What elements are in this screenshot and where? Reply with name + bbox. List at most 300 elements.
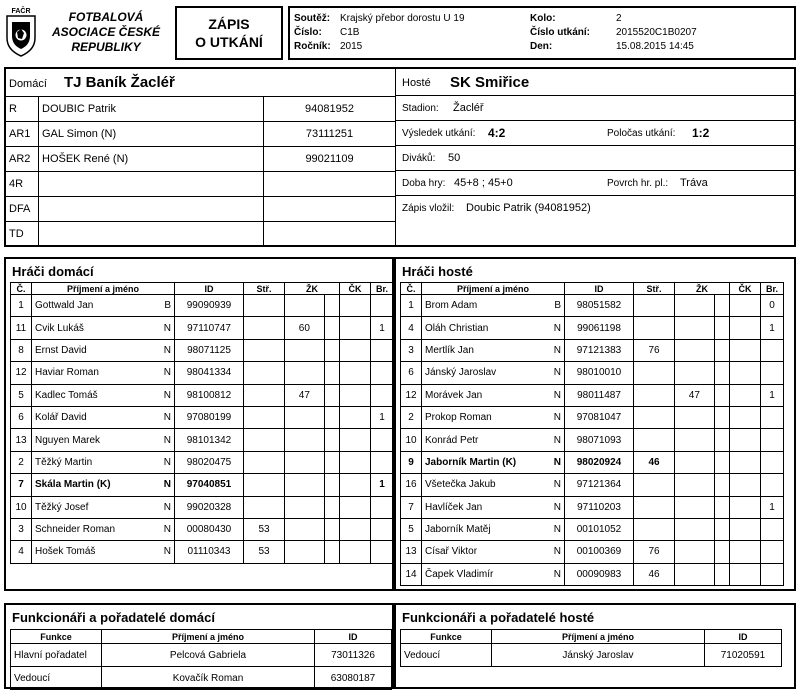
players-header-row <box>11 283 394 295</box>
player-status: N <box>553 434 561 446</box>
number-value: C1B <box>340 27 360 38</box>
player-id: 98071093 <box>565 429 634 451</box>
player-name: Kolář David <box>35 412 87 424</box>
official-name <box>39 221 264 246</box>
player-status: N <box>163 344 171 356</box>
player-substitution <box>244 317 285 339</box>
player-goals <box>371 541 394 563</box>
col-function: Funkce <box>401 630 492 644</box>
player-red-card <box>340 362 371 384</box>
player-yellow-card-2 <box>714 474 729 496</box>
match-no-label: Číslo utkání: <box>530 27 591 38</box>
player-yellow-card-2 <box>714 362 729 384</box>
player-yellow-card <box>285 429 325 451</box>
player-substitution <box>634 474 675 496</box>
player-red-card <box>340 496 371 518</box>
player-name: Konrád Petr <box>425 434 479 446</box>
player-status: B <box>554 300 561 312</box>
player-row <box>11 496 394 518</box>
player-name-cell <box>32 429 175 451</box>
player-yellow-card-2 <box>324 339 339 361</box>
official-name: GAL Simon (N) <box>39 121 264 146</box>
player-substitution <box>634 362 675 384</box>
functionary-name: Pelcová Gabriela <box>102 644 315 667</box>
col-red: ČK <box>340 283 371 295</box>
player-status: N <box>163 524 171 536</box>
col-name: Příjmení a jméno <box>422 283 565 295</box>
home-players-table <box>10 282 394 564</box>
player-substitution: 53 <box>244 518 285 540</box>
player-substitution <box>634 406 675 428</box>
player-red-card <box>340 384 371 406</box>
functionary-row <box>401 644 782 667</box>
player-row <box>401 339 784 361</box>
func-header-row <box>401 630 782 644</box>
away-players-title: Hráči hosté <box>402 264 473 279</box>
away-functionaries-section <box>394 603 796 689</box>
player-name: Havlíček Jan <box>425 501 483 513</box>
player-name-cell <box>422 518 565 540</box>
player-name-cell <box>422 362 565 384</box>
player-number: 1 <box>11 295 32 317</box>
player-number: 9 <box>401 451 422 473</box>
player-status: N <box>163 367 171 379</box>
player-name: Císař Viktor <box>425 546 478 558</box>
col-name: Příjmení a jméno <box>102 630 315 644</box>
player-goals <box>761 406 784 428</box>
number-label: Číslo: <box>294 27 322 38</box>
player-id: 98041334 <box>175 362 244 384</box>
player-name-cell <box>422 339 565 361</box>
player-name: Cvik Lukáš <box>35 322 84 334</box>
col-goals: Br. <box>371 283 394 295</box>
player-name-cell <box>422 451 565 473</box>
player-substitution <box>244 406 285 428</box>
col-red: ČK <box>730 283 761 295</box>
halftime-label: Poločas utkání: <box>607 128 676 139</box>
player-yellow-card-2 <box>714 339 729 361</box>
player-name-cell <box>32 541 175 563</box>
col-function: Funkce <box>11 630 102 644</box>
player-number: 6 <box>401 362 422 384</box>
player-id: 99020328 <box>175 496 244 518</box>
player-goals <box>761 563 784 585</box>
halftime-value: 1:2 <box>692 126 710 140</box>
stadium-value: Žacléř <box>453 102 484 114</box>
col-name: Příjmení a jméno <box>492 630 705 644</box>
player-yellow-card-2 <box>714 451 729 473</box>
player-number: 4 <box>401 317 422 339</box>
player-status: N <box>163 389 171 401</box>
functionary-row <box>11 644 392 667</box>
player-row <box>11 474 394 496</box>
player-status: N <box>553 479 561 491</box>
player-number: 10 <box>11 496 32 518</box>
player-substitution <box>634 384 675 406</box>
player-yellow-card <box>675 317 715 339</box>
player-yellow-card-2 <box>714 317 729 339</box>
player-substitution <box>634 429 675 451</box>
player-goals <box>761 474 784 496</box>
col-id: ID <box>175 283 244 295</box>
player-goals <box>371 295 394 317</box>
col-no: Č. <box>401 283 422 295</box>
player-yellow-card-2 <box>714 406 729 428</box>
player-name-cell <box>32 474 175 496</box>
player-number: 12 <box>401 384 422 406</box>
player-id: 98101342 <box>175 429 244 451</box>
player-substitution: 53 <box>244 541 285 563</box>
player-goals <box>761 429 784 451</box>
player-name: Ernst David <box>35 344 87 356</box>
player-row <box>401 362 784 384</box>
player-yellow-card-2 <box>324 384 339 406</box>
org-line-2: ASOCIACE ČESKÉ <box>51 25 161 39</box>
player-status: N <box>553 568 561 580</box>
player-id: 00090983 <box>565 563 634 585</box>
player-yellow-card <box>675 429 715 451</box>
player-name-cell <box>422 317 565 339</box>
player-id: 98100812 <box>175 384 244 406</box>
player-yellow-card <box>675 362 715 384</box>
player-substitution <box>244 451 285 473</box>
player-red-card <box>730 295 761 317</box>
facr-logo <box>4 6 38 58</box>
playtime-value: 45+8 ; 45+0 <box>454 177 513 189</box>
official-role: AR1 <box>6 121 39 146</box>
away-info <box>396 69 794 245</box>
player-substitution <box>244 429 285 451</box>
official-name <box>39 171 264 196</box>
player-name: Oláh Christian <box>425 322 489 334</box>
functionary-role: Vedoucí <box>11 667 102 690</box>
player-red-card <box>340 339 371 361</box>
player-number: 12 <box>11 362 32 384</box>
player-number: 8 <box>11 339 32 361</box>
player-row <box>401 541 784 563</box>
player-status: N <box>553 322 561 334</box>
official-id <box>264 171 396 196</box>
player-goals <box>371 451 394 473</box>
away-functionaries-table <box>400 629 782 667</box>
player-row <box>401 317 784 339</box>
player-name-cell <box>32 518 175 540</box>
player-name-cell <box>422 429 565 451</box>
player-red-card <box>340 295 371 317</box>
shield-icon <box>4 6 38 58</box>
player-name: Haviar Roman <box>35 367 99 379</box>
player-substitution <box>634 295 675 317</box>
official-row <box>6 121 396 146</box>
player-row <box>401 474 784 496</box>
player-name-cell <box>32 496 175 518</box>
player-name-cell <box>422 406 565 428</box>
player-red-card <box>730 451 761 473</box>
player-yellow-card <box>675 474 715 496</box>
official-role: TD <box>6 221 39 246</box>
player-name: Mertlík Jan <box>425 344 474 356</box>
player-row <box>11 451 394 473</box>
player-goals: 1 <box>371 406 394 428</box>
org-line-3: REPUBLIKY <box>71 40 141 54</box>
player-red-card <box>730 362 761 384</box>
player-goals: 0 <box>761 295 784 317</box>
spectators-value: 50 <box>448 152 461 164</box>
entered-by-label: Zápis vložil: <box>402 203 455 214</box>
official-role: R <box>6 96 39 121</box>
playtime-label: Doba hry: <box>402 178 446 189</box>
player-number: 7 <box>401 496 422 518</box>
player-yellow-card-2 <box>324 541 339 563</box>
player-row <box>401 563 784 585</box>
player-goals <box>371 429 394 451</box>
player-name-cell <box>422 295 565 317</box>
player-id: 98051582 <box>565 295 634 317</box>
functionary-id: 73011326 <box>315 644 392 667</box>
player-id: 97121383 <box>565 339 634 361</box>
player-number: 6 <box>11 406 32 428</box>
player-name: Morávek Jan <box>425 389 483 401</box>
match-no-value: 2015520C1B0207 <box>616 27 697 38</box>
player-yellow-card-2 <box>714 384 729 406</box>
player-red-card <box>730 541 761 563</box>
player-id: 99090939 <box>175 295 244 317</box>
player-yellow-card-2 <box>324 518 339 540</box>
player-yellow-card <box>675 563 715 585</box>
player-name: Čapek Vladimír <box>425 568 494 580</box>
player-yellow-card: 60 <box>285 317 325 339</box>
player-yellow-card <box>675 295 715 317</box>
player-yellow-card <box>285 295 325 317</box>
player-name-cell <box>422 563 565 585</box>
player-goals: 1 <box>761 317 784 339</box>
official-id <box>264 196 396 221</box>
player-substitution <box>634 518 675 540</box>
player-red-card <box>730 563 761 585</box>
player-id: 97110747 <box>175 317 244 339</box>
col-yellow: ŽK <box>285 283 340 295</box>
doc-title-line-1: ZÁPIS <box>208 16 250 32</box>
player-goals <box>371 518 394 540</box>
official-row <box>6 221 396 246</box>
player-number: 16 <box>401 474 422 496</box>
player-status: N <box>163 456 171 468</box>
player-red-card <box>340 541 371 563</box>
player-status: N <box>553 389 561 401</box>
player-row <box>11 339 394 361</box>
player-yellow-card-2 <box>324 496 339 518</box>
player-goals <box>761 518 784 540</box>
player-yellow-card <box>675 451 715 473</box>
org-line-1: FOTBALOVÁ <box>68 10 144 24</box>
player-name: Skála Martin (K) <box>35 479 111 491</box>
player-number: 13 <box>401 541 422 563</box>
player-yellow-card <box>675 541 715 563</box>
player-name-cell <box>32 339 175 361</box>
official-name <box>39 196 264 221</box>
player-name: Hošek Tomáš <box>35 546 96 558</box>
player-yellow-card-2 <box>714 496 729 518</box>
player-name: Těžký Martin <box>35 456 93 468</box>
official-role: AR2 <box>6 146 39 171</box>
player-row <box>11 541 394 563</box>
teams-section <box>4 67 796 247</box>
player-substitution: 76 <box>634 541 675 563</box>
round-value: 2 <box>616 13 622 24</box>
year-value: 2015 <box>340 41 363 52</box>
surface-label: Povrch hr. pl.: <box>607 178 669 189</box>
player-row <box>11 295 394 317</box>
player-number: 5 <box>11 384 32 406</box>
col-name: Příjmení a jméno <box>32 283 175 295</box>
player-red-card <box>730 429 761 451</box>
official-name: HOŠEK René (N) <box>39 146 264 171</box>
player-row <box>401 295 784 317</box>
player-id: 00100369 <box>565 541 634 563</box>
home-functionaries-table <box>10 629 392 690</box>
functionary-name: Jánský Jaroslav <box>492 644 705 667</box>
player-number: 14 <box>401 563 422 585</box>
surface-value: Tráva <box>680 177 708 189</box>
player-yellow-card: 47 <box>675 384 715 406</box>
player-status: N <box>163 434 171 446</box>
player-yellow-card-2 <box>324 474 339 496</box>
player-goals: 1 <box>371 317 394 339</box>
player-name-cell <box>422 474 565 496</box>
player-goals: 1 <box>371 474 394 496</box>
player-red-card <box>730 339 761 361</box>
official-role: 4R <box>6 171 39 196</box>
player-name: Jaborník Martin (K) <box>425 456 517 468</box>
player-yellow-card <box>285 541 325 563</box>
player-substitution <box>244 384 285 406</box>
player-status: N <box>553 546 561 558</box>
doc-title-line-2: O UTKÁNÍ <box>195 34 263 50</box>
player-number: 3 <box>401 339 422 361</box>
player-row <box>401 451 784 473</box>
functionary-role: Hlavní pořadatel <box>11 644 102 667</box>
player-substitution <box>244 362 285 384</box>
player-name-cell <box>32 384 175 406</box>
player-name: Jánský Jaroslav <box>425 367 497 379</box>
player-status: N <box>163 412 171 424</box>
player-substitution: 46 <box>634 451 675 473</box>
competition-label: Soutěž: <box>294 13 331 24</box>
player-name-cell <box>32 406 175 428</box>
player-substitution <box>244 474 285 496</box>
competition-value: Krajský přebor dorostu U 19 <box>340 13 465 24</box>
player-number: 10 <box>401 429 422 451</box>
player-row <box>11 362 394 384</box>
col-yellow: ŽK <box>675 283 730 295</box>
home-players-section <box>4 257 394 591</box>
home-functionaries-title: Funkcionáři a pořadatelé domácí <box>12 610 215 625</box>
player-yellow-card <box>285 362 325 384</box>
org-name <box>46 10 166 55</box>
player-name-cell <box>32 295 175 317</box>
player-goals <box>371 339 394 361</box>
player-id: 00080430 <box>175 518 244 540</box>
player-number: 13 <box>11 429 32 451</box>
player-id: 97121364 <box>565 474 634 496</box>
player-red-card <box>730 474 761 496</box>
player-red-card <box>340 317 371 339</box>
day-value: 15.08.2015 14:45 <box>616 41 694 52</box>
official-id: 99021109 <box>264 146 396 171</box>
home-label: Domácí <box>9 77 47 90</box>
player-substitution: 76 <box>634 339 675 361</box>
official-row <box>6 96 396 121</box>
player-name: Gottwald Jan <box>35 300 94 312</box>
home-functionaries-section <box>4 603 394 689</box>
player-id: 01110343 <box>175 541 244 563</box>
players-header-row <box>401 283 784 295</box>
doc-title-box <box>175 6 283 60</box>
player-yellow-card <box>285 339 325 361</box>
player-yellow-card-2 <box>324 451 339 473</box>
player-status: N <box>553 524 561 536</box>
player-status: N <box>553 456 561 468</box>
player-red-card <box>340 518 371 540</box>
year-label: Ročník: <box>294 41 331 52</box>
player-yellow-card-2 <box>324 317 339 339</box>
player-yellow-card <box>285 474 325 496</box>
player-red-card <box>730 496 761 518</box>
player-number: 4 <box>11 541 32 563</box>
player-name-cell <box>32 317 175 339</box>
official-row <box>6 196 396 221</box>
player-substitution <box>634 496 675 518</box>
away-team-name: SK Smiřice <box>450 74 530 91</box>
player-goals <box>761 362 784 384</box>
player-row <box>401 496 784 518</box>
player-id: 98071125 <box>175 339 244 361</box>
player-number: 2 <box>401 406 422 428</box>
player-status: N <box>163 479 171 491</box>
player-row <box>401 518 784 540</box>
spectators-label: Diváků: <box>402 153 436 164</box>
player-number: 3 <box>11 518 32 540</box>
player-yellow-card-2 <box>714 429 729 451</box>
player-yellow-card <box>285 451 325 473</box>
col-sub: Stř. <box>634 283 675 295</box>
player-name: Schneider Roman <box>35 524 116 536</box>
col-no: Č. <box>11 283 32 295</box>
player-status: N <box>163 501 171 513</box>
match-meta-box <box>288 6 796 60</box>
entered-by-value: Doubic Patrik (94081952) <box>466 202 591 214</box>
player-name-cell <box>32 362 175 384</box>
away-label: Hosté <box>402 77 431 89</box>
player-goals <box>761 541 784 563</box>
player-row <box>401 384 784 406</box>
player-row <box>11 406 394 428</box>
official-row <box>6 171 396 196</box>
player-id: 98020924 <box>565 451 634 473</box>
official-id: 73111251 <box>264 121 396 146</box>
player-goals <box>761 339 784 361</box>
col-goals: Br. <box>761 283 784 295</box>
player-name-cell <box>422 496 565 518</box>
player-yellow-card-2 <box>714 295 729 317</box>
player-goals <box>371 362 394 384</box>
official-name: DOUBIC Patrik <box>39 96 264 121</box>
player-status: N <box>163 546 171 558</box>
player-name: Nguyen Marek <box>35 434 101 446</box>
player-row <box>11 317 394 339</box>
player-yellow-card-2 <box>714 563 729 585</box>
player-row <box>11 518 394 540</box>
